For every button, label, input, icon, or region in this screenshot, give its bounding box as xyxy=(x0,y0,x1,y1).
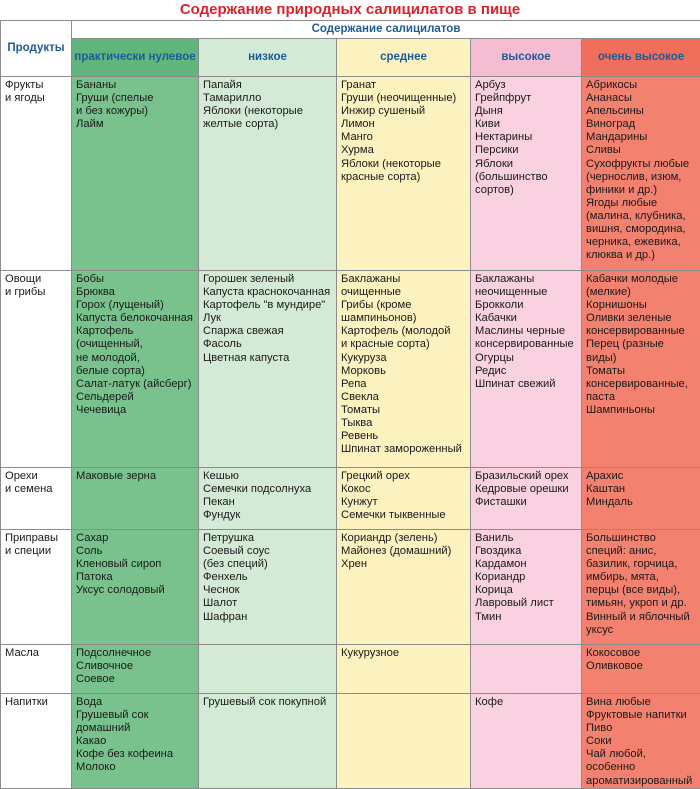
row-category: Приправы и специи xyxy=(1,530,72,645)
table-row xyxy=(1,530,700,645)
table-row xyxy=(1,645,700,694)
cell-medium: Гранат Груши (неочищенные) Инжир сушеный Лимон Манго Хурма Яблоки (некоторые красные сорта) xyxy=(337,77,471,271)
row-category: Овощи и грибы xyxy=(1,271,72,468)
cell-low: Кешью Семечки подсолнуха Пекан Фундук xyxy=(199,468,337,530)
row-category: Масла xyxy=(1,645,72,694)
row-category: Фрукты и ягоды xyxy=(1,77,72,271)
cell-high: Баклажаны неочищенные Брокколи Кабачки Маслины черные консервированные Огурцы Редис Шпинат свежий xyxy=(471,271,582,468)
table-row xyxy=(1,468,700,530)
cell-medium: Баклажаны очищенные Грибы (кроме шампиньонов) Картофель (молодой и красные сорта) Кукуруза Морковь Репа Свекла Томаты Тыква Ревень Шпинат замороженный xyxy=(337,271,471,468)
cell-zero: Вода Грушевый сок домашний Какао Кофе без кофеина Молоко xyxy=(72,694,199,789)
level-header-low: низкое xyxy=(199,39,337,77)
cell-medium: Кукурузное xyxy=(337,645,471,694)
level-header-medium: среднее xyxy=(337,39,471,77)
salicylates-table xyxy=(0,20,700,789)
cell-zero: Маковые зерна xyxy=(72,468,199,530)
cell-high: Кофе xyxy=(471,694,582,789)
cell-very-high: Кабачки молодые (мелкие) Корнишоны Оливки зеленые консервированные Перец (разные виды) Томаты консервированные, паста Шампиньоны xyxy=(582,271,700,468)
cell-low xyxy=(199,645,337,694)
table-row xyxy=(1,694,700,789)
level-header-very-high: очень высокое xyxy=(582,39,700,77)
row-category: Орехи и семена xyxy=(1,468,72,530)
table-row xyxy=(1,271,700,468)
cell-zero: Сахар Соль Кленовый сироп Патока Уксус солодовый xyxy=(72,530,199,645)
level-header-zero: практически нулевое xyxy=(72,39,199,77)
level-header-high: высокое xyxy=(471,39,582,77)
cell-medium: Кориандр (зелень) Майонез (домашний) Хрен xyxy=(337,530,471,645)
cell-zero: Бобы Брюква Горох (лущеный) Капуста белокочанная Картофель (очищенный, не молодой, белые сорта) Салат-латук (айсберг) Сельдерей Чечевица xyxy=(72,271,199,468)
cell-zero: Бананы Груши (спелые и без кожуры) Лайм xyxy=(72,77,199,271)
cell-medium: Грецкий орех Кокос Кунжут Семечки тыквенные xyxy=(337,468,471,530)
cell-low: Горошек зеленый Капуста краснокочанная Картофель "в мундире" Лук Спаржа свежая Фасоль Цветная капуста xyxy=(199,271,337,468)
cell-medium xyxy=(337,694,471,789)
cell-low: Петрушка Соевый соус (без специй) Фенхель Чеснок Шалот Шафран xyxy=(199,530,337,645)
cell-very-high: Абрикосы Ананасы Апельсины Виноград Мандарины Сливы Сухофрукты любые (чернослив, изюм, финики и др.) Ягоды любые (малина, клубника, вишня, смородина, черника, ежевика, клюква и др.) xyxy=(582,77,700,271)
cell-high: Ваниль Гвоздика Кардамон Кориандр Корица Лавровый лист Тмин xyxy=(471,530,582,645)
cell-very-high: Вина любые Фруктовые напитки Пиво Соки Чай любой, особенно ароматизированный xyxy=(582,694,700,789)
cell-high: Арбуз Грейпфрут Дыня Киви Нектарины Персики Яблоки (большинство сортов) xyxy=(471,77,582,271)
cell-very-high: Большинство специй: анис, базилик, горчица, имбирь, мята, перцы (все виды), тимьян, укроп и др. Винный и яблочный уксус xyxy=(582,530,700,645)
cell-high: Бразильский орех Кедровые орешки Фисташки xyxy=(471,468,582,530)
cell-very-high: Арахис Каштан Миндаль xyxy=(582,468,700,530)
cell-zero: Подсолнечное Сливочное Соевое xyxy=(72,645,199,694)
content-header: Содержание салицилатов xyxy=(72,21,700,39)
cell-low: Грушевый сок покупной xyxy=(199,694,337,789)
products-header: Продукты xyxy=(1,21,72,77)
cell-very-high: Кокосовое Оливковое xyxy=(582,645,700,694)
cell-high xyxy=(471,645,582,694)
page-title: Содержание природных салицилатов в пище xyxy=(0,0,700,20)
cell-low: Папайя Тамарилло Яблоки (некоторые желтые сорта) xyxy=(199,77,337,271)
table-row xyxy=(1,77,700,271)
row-category: Напитки xyxy=(1,694,72,789)
